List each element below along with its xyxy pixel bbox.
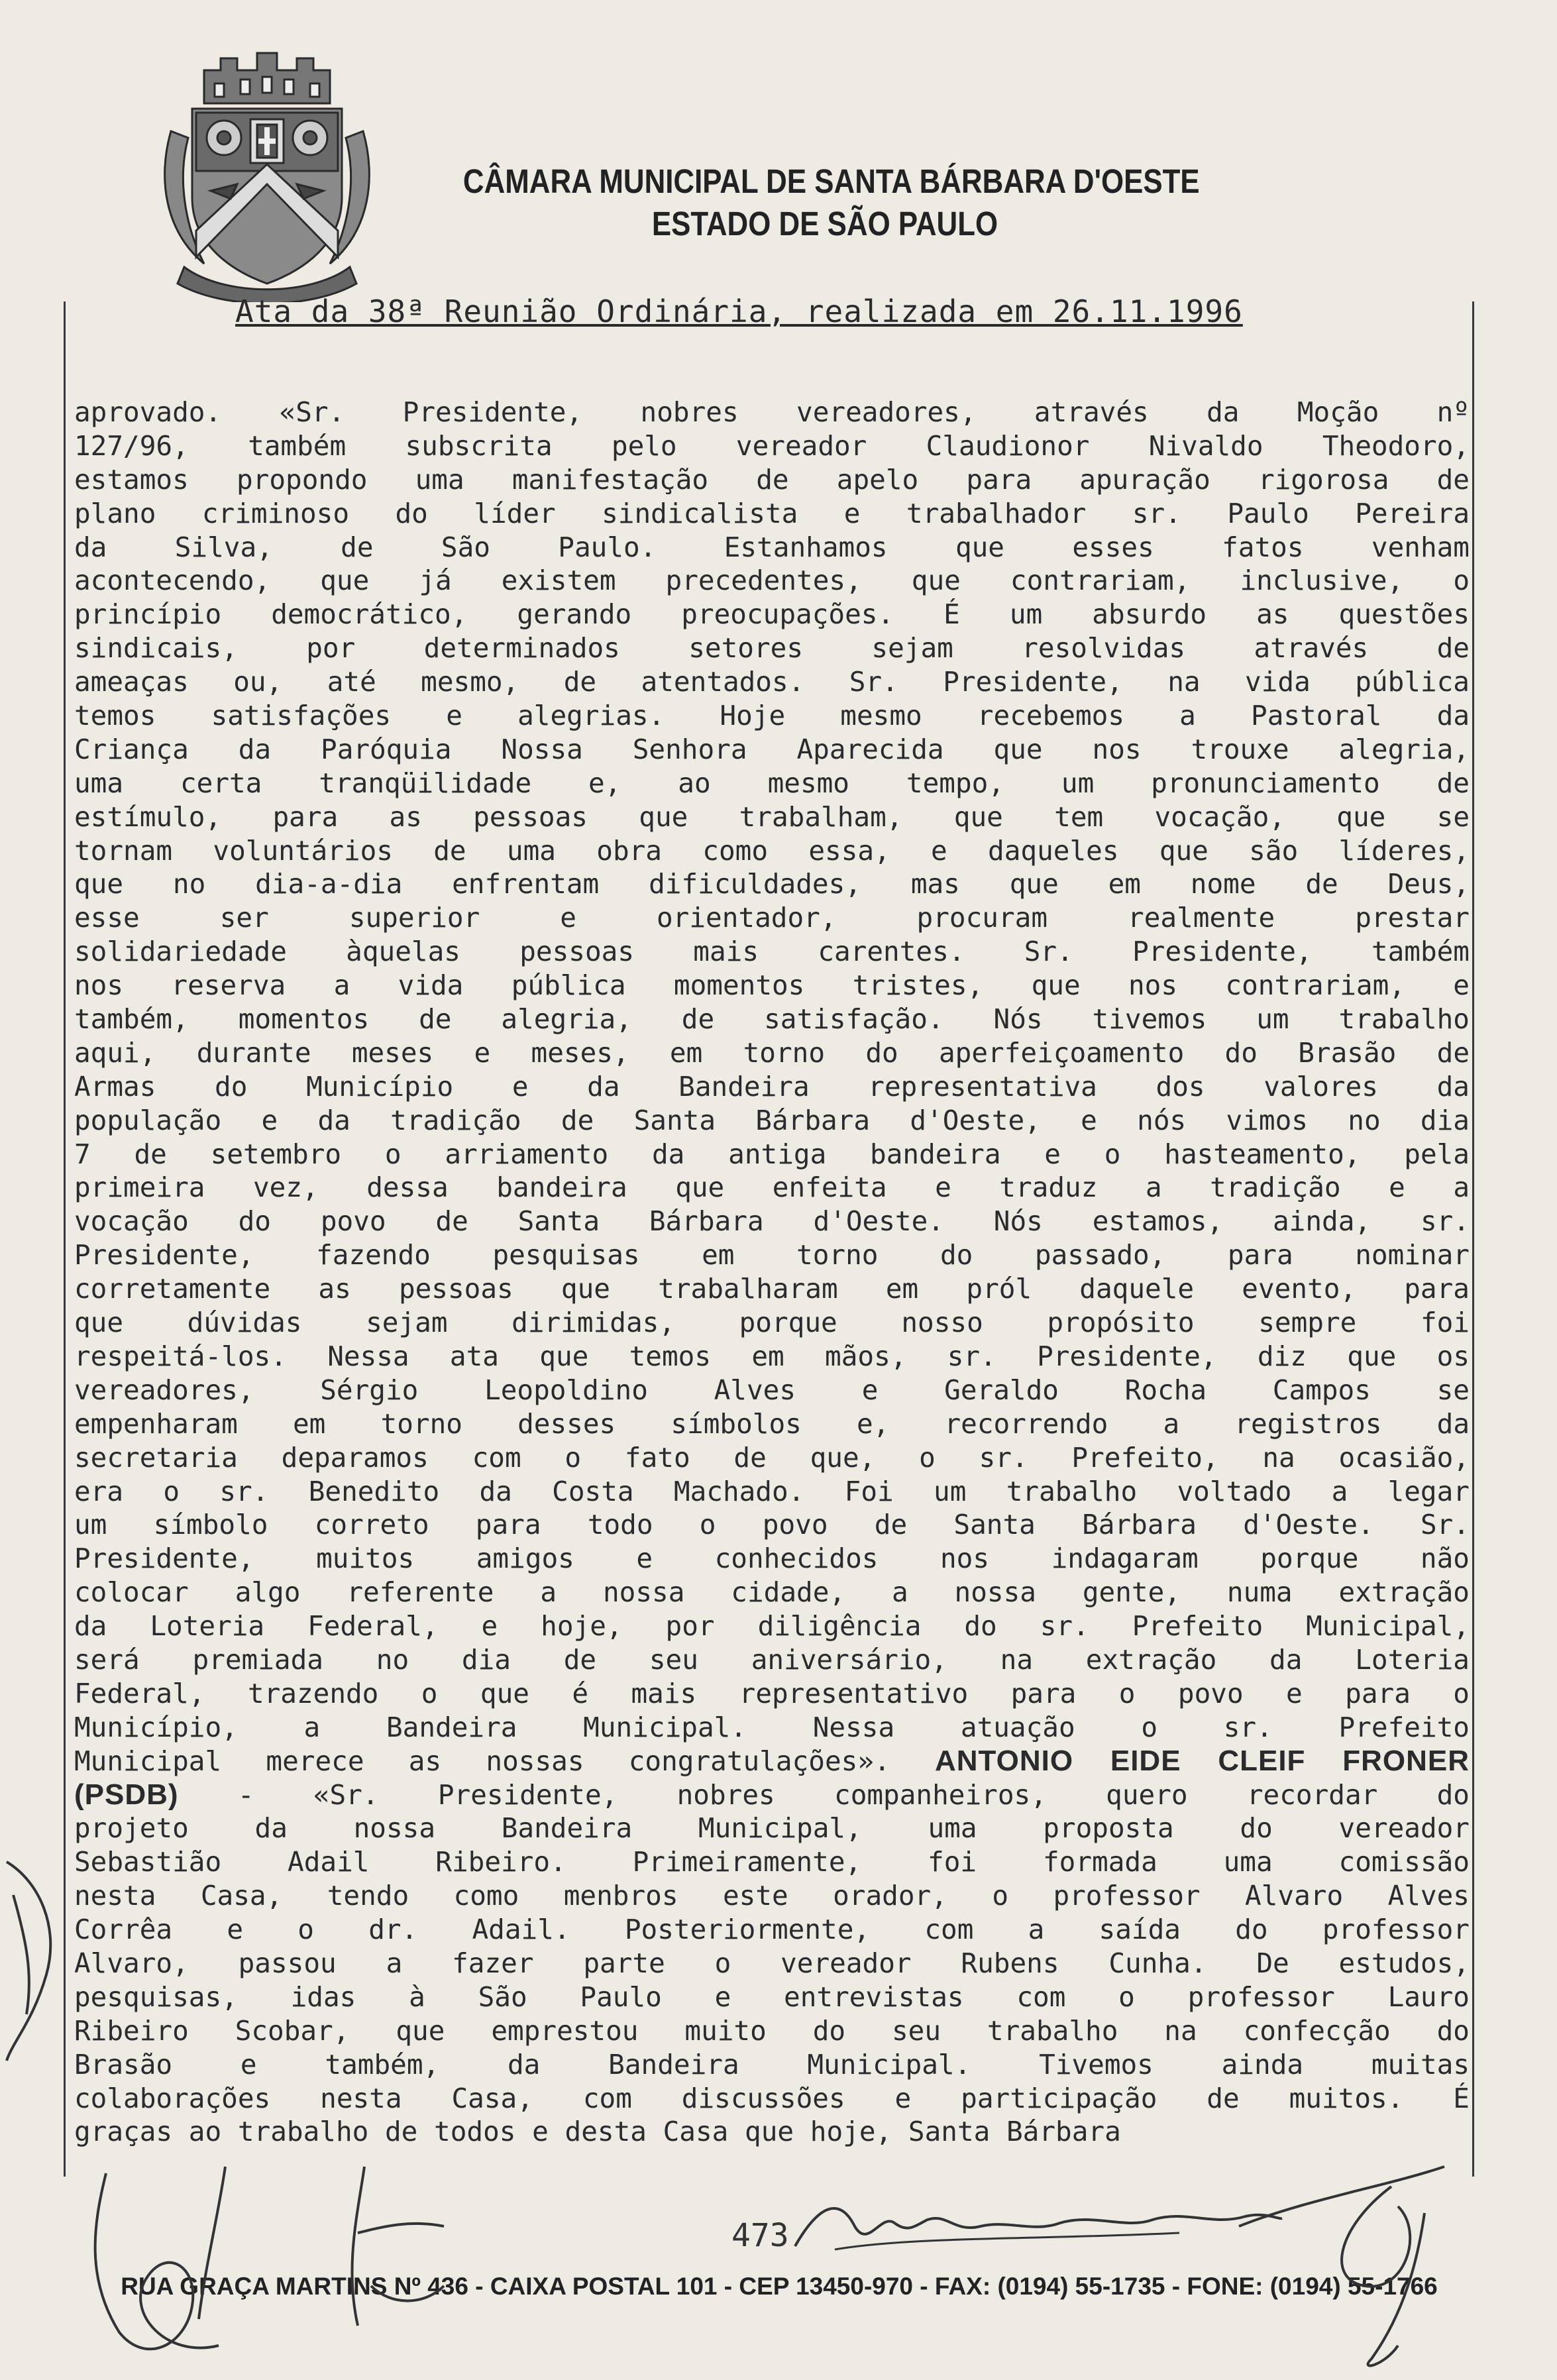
text-line — [74, 935, 1470, 969]
line-text: da Loteria Federal, e hoje, por diligência do sr. Prefeito Municipal, — [74, 1610, 1470, 1643]
line-text: nos reserva a vida pública momentos tristes, que nos contrariam, e — [74, 969, 1470, 1002]
text-line — [74, 1306, 1470, 1340]
text-line — [74, 598, 1470, 631]
line-text: Corrêa e o dr. Adail. Posteriormente, com a saída do professor — [74, 1914, 1470, 1946]
line-text: que no dia-a-dia enfrentam dificuldades, mas que em nome de Deus, — [74, 868, 1470, 900]
text-line — [74, 2082, 1470, 2116]
text-line — [74, 429, 1470, 463]
left-margin-rule — [64, 301, 66, 2177]
text-line — [74, 564, 1470, 598]
text-line — [74, 1947, 1470, 1980]
line-text: Município, a Bandeira Municipal. Nessa atuação o sr. Prefeito — [74, 1711, 1470, 1743]
text-line — [74, 2014, 1470, 2048]
signature-left-2 — [318, 2153, 464, 2352]
text-line — [74, 1272, 1470, 1306]
text-line — [74, 665, 1470, 699]
text-line — [74, 1340, 1470, 1374]
text-line — [74, 1205, 1470, 1238]
line-text: colaborações nesta Casa, com discussões e participação de muitos. É — [74, 2082, 1470, 2114]
text-line — [74, 699, 1470, 733]
line-text: pesquisas, idas à São Paulo e entrevistas com o professor Lauro — [74, 1980, 1470, 2013]
text-line — [74, 901, 1470, 935]
institution-name: CÂMARA MUNICIPAL DE SANTA BÁRBARA D'OESTE — [462, 162, 1200, 200]
line-text: estamos propondo uma manifestação de apelo para apuração rigorosa de — [74, 463, 1470, 496]
page-number: 473 — [731, 2217, 789, 2254]
text-line — [74, 1171, 1470, 1205]
text-line — [74, 1104, 1470, 1138]
line-text: tornam voluntários de uma obra como essa, e daqueles que são líderes, — [74, 834, 1470, 867]
text-line — [74, 1238, 1470, 1272]
line-text: vereadores, Sérgio Leopoldino Alves e Geraldo Rocha Campos se — [74, 1374, 1470, 1406]
line-text: respeitá-los. Nessa ata que temos em mãos, sr. Presidente, diz que os — [74, 1340, 1470, 1372]
text-line — [74, 1508, 1470, 1542]
signature-margin — [0, 1842, 73, 2067]
line-text: ameaças ou, até mesmo, de atentados. Sr. Presidente, na vida pública — [74, 666, 1470, 698]
state-name: ESTADO DE SÃO PAULO — [651, 205, 998, 243]
text-line — [74, 1542, 1470, 1576]
text-line — [74, 1002, 1470, 1036]
line-text: Alvaro, passou a fazer parte o vereador Rubens Cunha. De estudos, — [74, 1947, 1470, 1979]
text-line — [74, 969, 1470, 1002]
line-text: esse ser superior e orientador, procuram realmente prestar — [74, 902, 1470, 934]
text-line — [74, 867, 1470, 901]
line-text: Brasão e também, da Bandeira Municipal. Tivemos ainda muitas — [74, 2048, 1470, 2081]
line-text: corretamente as pessoas que trabalharam em pról daquele evento, para — [74, 1273, 1470, 1305]
text-line — [74, 396, 1470, 429]
signature-secretary — [782, 2187, 1285, 2259]
line-text: sindicais, por determinados setores sejam resolvidas através de — [74, 632, 1470, 665]
signature-left-1 — [66, 2147, 265, 2379]
text-line — [74, 733, 1470, 767]
line-text: também, momentos de alegria, de satisfação. Nós tivemos um trabalho — [74, 1003, 1470, 1036]
text-line — [74, 1070, 1470, 1104]
line-text: 127/96, também subscrita pelo vereador Claudionor Nivaldo Theodoro, — [74, 429, 1470, 462]
document-body — [74, 396, 1470, 2149]
text-line — [74, 1643, 1470, 1677]
line-text: aprovado. «Sr. Presidente, nobres vereadores, através da Moção nº — [74, 396, 1470, 428]
text-line — [74, 531, 1470, 565]
text-line — [74, 1374, 1470, 1407]
text-line — [74, 1576, 1470, 1609]
document-title: Ata da 38ª Reunião Ordinária, realizada em 26.11.1996 — [235, 294, 1243, 329]
line-text: Municipal merece as nossas congratulações». — [74, 1745, 890, 1777]
line-text: nesta Casa, tendo como menbros este orador, o professor Alvaro Alves — [74, 1880, 1470, 1912]
institution-header — [462, 160, 1200, 245]
text-line — [74, 1812, 1470, 1845]
line-text: Presidente, fazendo pesquisas em torno do passado, para nominar — [74, 1239, 1470, 1271]
text-line — [74, 1441, 1470, 1475]
text-line — [74, 2048, 1470, 2082]
text-line — [74, 1879, 1470, 1913]
text-line — [74, 834, 1470, 868]
line-text: que dúvidas sejam dirimidas, porque nosso propósito sempre foi — [74, 1307, 1470, 1339]
text-line — [74, 1745, 1470, 1778]
line-text: será premiada no dia de seu aniversário, na extração da Loteria — [74, 1643, 1470, 1676]
footer-address: RUA GRAÇA MARTINS Nº 436 - CAIXA POSTAL 101 - CEP 13450-970 - FAX: (0194) 55-1735 - FONE: (0194) 55-1766 — [121, 2273, 1438, 2300]
municipal-coat-of-arms — [158, 45, 376, 302]
text-line — [74, 1036, 1470, 1070]
line-text: um símbolo correto para todo o povo de Santa Bárbara d'Oeste. Sr. — [74, 1509, 1470, 1541]
line-text: projeto da nossa Bandeira Municipal, uma proposta do vereador — [74, 1812, 1470, 1845]
line-text: Criança da Paróquia Nossa Senhora Aparecida que nos trouxe alegria, — [74, 733, 1470, 765]
line-text: princípio democrático, gerando preocupações. É um absurdo as questões — [74, 598, 1470, 631]
line-text: era o sr. Benedito da Costa Machado. Foi um trabalho voltado a legar — [74, 1475, 1470, 1507]
line-text: Presidente, muitos amigos e conhecidos nos indagaram porque não — [74, 1542, 1470, 1575]
line-text: uma certa tranqüilidade e, ao mesmo tempo, um pronunciamento de — [74, 767, 1470, 799]
text-line — [74, 2115, 1470, 2149]
line-text: Federal, trazendo o que é mais representativo para o povo e para o — [74, 1677, 1470, 1709]
text-line — [74, 1138, 1470, 1171]
line-text: graças ao trabalho de todos e desta Casa que hoje, Santa Bárbara — [74, 2116, 1121, 2148]
line-text: vocação do povo de Santa Bárbara d'Oeste. Nós estamos, ainda, sr. — [74, 1205, 1470, 1238]
line-text: temos satisfações e alegrias. Hoje mesmo recebemos a Pastoral da — [74, 700, 1470, 732]
speaker-name: (PSDB) — [74, 1778, 179, 1811]
text-line — [74, 1845, 1470, 1879]
text-line — [74, 631, 1470, 665]
text-line — [74, 800, 1470, 834]
signature-right — [1226, 2147, 1491, 2379]
text-line — [74, 1609, 1470, 1643]
line-text: solidariedade àquelas pessoas mais carentes. Sr. Presidente, também — [74, 936, 1470, 968]
line-text: plano criminoso do líder sindicalista e trabalhador sr. Paulo Pereira — [74, 497, 1470, 529]
line-text: primeira vez, dessa bandeira que enfeita e traduz a tradição e a — [74, 1171, 1470, 1204]
line-text: estímulo, para as pessoas que trabalham, que tem vocação, que se — [74, 800, 1470, 833]
text-line — [74, 1711, 1470, 1745]
text-line — [74, 463, 1470, 497]
line-text: Sebastião Adail Ribeiro. Primeiramente, foi formada uma comissão — [74, 1846, 1470, 1878]
line-text: aqui, durante meses e meses, em torno do aperfeiçoamento do Brasão de — [74, 1036, 1470, 1069]
text-line — [74, 1980, 1470, 2014]
line-text: 7 de setembro o arriamento da antiga bandeira e o hasteamento, pela — [74, 1138, 1470, 1170]
text-line — [74, 1677, 1470, 1711]
text-line — [74, 1913, 1470, 1947]
speaker-name: ANTONIO EIDE CLEIF FRONER — [934, 1744, 1470, 1777]
line-text: acontecendo, que já existem precedentes, que contrariam, inclusive, o — [74, 565, 1470, 597]
text-line — [74, 767, 1470, 800]
line-text: colocar algo referente a nossa cidade, a nossa gente, numa extração — [74, 1576, 1470, 1609]
line-text: secretaria deparamos com o fato de que, o sr. Prefeito, na ocasião, — [74, 1441, 1470, 1474]
text-line — [74, 1407, 1470, 1441]
right-margin-rule — [1472, 301, 1474, 2177]
text-line — [74, 1475, 1470, 1509]
text-line — [74, 497, 1470, 531]
line-text: - «Sr. Presidente, nobres companheiros, quero recordar do — [237, 1778, 1470, 1811]
line-text: da Silva, de São Paulo. Estanhamos que esses fatos venham — [74, 531, 1470, 563]
line-text: empenharam em torno desses símbolos e, recorrendo a registros da — [74, 1407, 1470, 1440]
line-text: Ribeiro Scobar, que emprestou muito do seu trabalho na confecção do — [74, 2014, 1470, 2047]
text-line — [74, 1778, 1470, 1812]
line-text: Armas do Município e da Bandeira representativa dos valores da — [74, 1070, 1470, 1103]
line-text: população e da tradição de Santa Bárbara d'Oeste, e nós vimos no dia — [74, 1104, 1470, 1136]
